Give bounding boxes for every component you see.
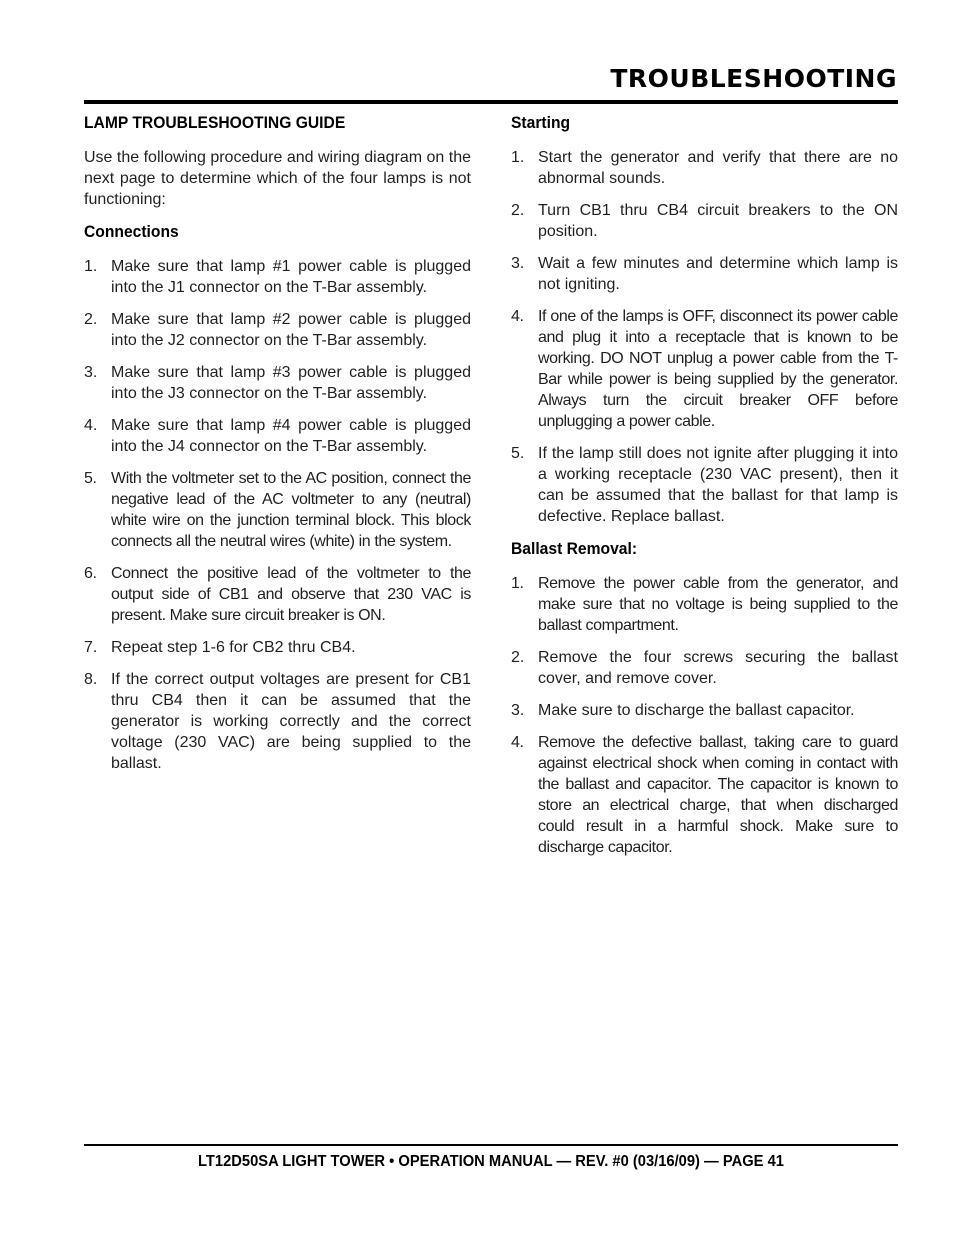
page-title: TROUBLESHOOTING: [610, 64, 897, 93]
step-text: If the correct output voltages are present for CB1 thru CB4 then it can be assumed that the generator is working correctly and the correct voltage (230 VAC) are being supplied to the ballast.: [111, 671, 471, 772]
list-item: [511, 647, 898, 689]
step-number: 7.: [84, 639, 98, 656]
list-item: [84, 563, 471, 626]
step-number: 3.: [511, 255, 525, 272]
list-item: [511, 443, 898, 527]
list-item: [84, 468, 471, 552]
page-footer: LT12D50SA LIGHT TOWER • OPERATION MANUAL — REV. #0 (03/16/09) — PAGE 41: [198, 1153, 784, 1170]
list-item: [84, 309, 471, 351]
list-item: [511, 573, 898, 636]
connections-heading: Connections: [84, 222, 179, 241]
step-text: If the lamp still does not ignite after plugging it into a working receptacle (230 VAC present), then it can be assumed that the ballast for that lamp is defective. Replace ballast.: [538, 445, 898, 525]
list-item: [84, 669, 471, 774]
list-item: [511, 147, 898, 189]
step-text: With the voltmeter set to the AC position, connect the negative lead of the AC voltmeter to any (neutral) white wire on the junction terminal block. This block connects all the neutral wires (white) in the system.: [111, 470, 471, 550]
step-text: Make sure to discharge the ballast capacitor.: [538, 702, 855, 719]
step-number: 5.: [511, 445, 525, 462]
step-number: 3.: [511, 702, 525, 719]
footer-rule: [84, 1144, 898, 1146]
step-number: 3.: [84, 364, 98, 381]
list-item: [511, 200, 898, 242]
left-column: [84, 113, 471, 785]
step-number: 2.: [511, 202, 525, 219]
step-number: 4.: [511, 308, 524, 325]
step-text: Turn CB1 thru CB4 circuit breakers to the ON position.: [538, 202, 898, 240]
header-rule: [84, 100, 898, 104]
step-number: 1.: [511, 575, 524, 592]
step-text: Wait a few minutes and determine which lamp is not igniting.: [538, 255, 898, 293]
list-item: [511, 253, 898, 295]
step-text: Remove the power cable from the generator, and make sure that no voltage is being supplied to the ballast compartment.: [538, 575, 898, 634]
list-item: [511, 700, 898, 721]
connections-list: [84, 256, 471, 774]
step-text: Remove the four screws securing the ballast cover, and remove cover.: [538, 649, 898, 687]
step-text: Make sure that lamp #4 power cable is plugged into the J4 connector on the T-Bar assembly.: [111, 417, 471, 455]
step-number: 4.: [511, 734, 524, 751]
step-number: 1.: [511, 149, 525, 166]
intro-paragraph: Use the following procedure and wiring diagram on the next page to determine which of the four lamps is not functioning:: [84, 149, 471, 208]
step-number: 2.: [511, 649, 525, 666]
list-item: [84, 415, 471, 457]
starting-list: [511, 147, 898, 527]
list-item: [511, 306, 898, 432]
step-number: 6.: [84, 565, 97, 582]
list-item: [84, 256, 471, 298]
step-number: 1.: [84, 258, 98, 275]
step-number: 5.: [84, 470, 97, 487]
ballast-removal-list: [511, 573, 898, 858]
right-column: [511, 113, 898, 869]
starting-heading: Starting: [511, 113, 571, 132]
step-number: 2.: [84, 311, 98, 328]
list-item: [84, 637, 471, 658]
step-text: Connect the positive lead of the voltmeter to the output side of CB1 and observe that 230 VAC is present. Make sure circuit breaker is ON.: [111, 565, 471, 624]
step-text: Repeat step 1-6 for CB2 thru CB4.: [111, 639, 356, 656]
step-number: 4.: [84, 417, 98, 434]
step-text: Remove the defective ballast, taking care to guard against electrical shock when coming in contact with the ballast and capacitor. The capacitor is known to store an electrical charge, that when discharged could result in a harmful shock. Make sure to discharge capacitor.: [538, 734, 898, 856]
ballast-removal-heading: Ballast Removal:: [511, 539, 638, 558]
step-number: 8.: [84, 671, 98, 688]
section-heading-lamp-guide: LAMP TROUBLESHOOTING GUIDE: [84, 113, 346, 132]
step-text: Make sure that lamp #1 power cable is plugged into the J1 connector on the T-Bar assembly.: [111, 258, 471, 296]
list-item: [511, 732, 898, 858]
step-text: Start the generator and verify that there are no abnormal sounds.: [538, 149, 898, 187]
step-text: Make sure that lamp #3 power cable is plugged into the J3 connector on the T-Bar assembly.: [111, 364, 471, 402]
list-item: [84, 362, 471, 404]
step-text: Make sure that lamp #2 power cable is plugged into the J2 connector on the T-Bar assembly.: [111, 311, 471, 349]
step-text: If one of the lamps is OFF, disconnect its power cable and plug it into a receptacle that is known to be working. DO NOT unplug a power cable from the T-Bar while power is being supplied by the generator. Always turn the circuit breaker OFF before unplugging a power cable.: [538, 308, 898, 430]
